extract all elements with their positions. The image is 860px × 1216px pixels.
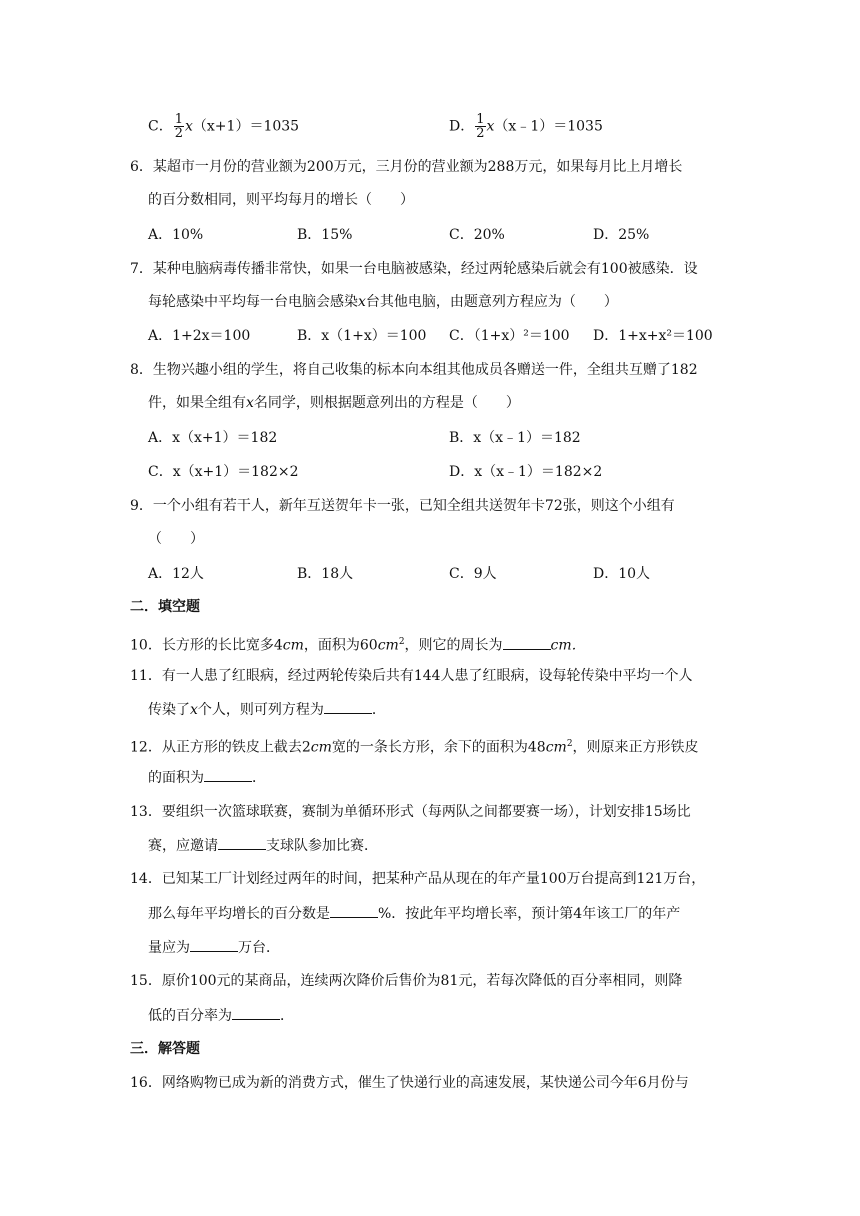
q13-line1: 13．要组织一次篮球联赛，赛制为单循环形式（每两队之间都要赛一场），计划安排15场比	[130, 804, 691, 820]
q6-option-b: B．15%	[297, 227, 353, 243]
q8-line1: 8．生物兴趣小组的学生，将自己收集的标本向本组其他成员各赠送一件，全组共互赠了182	[130, 362, 698, 378]
q8-option-b: B．x（x﹣1）＝182	[449, 430, 581, 446]
q8-option-c: C．x（x+1）＝182×2	[148, 464, 299, 480]
q9-line1: 9．一个小组有若干人，新年互送贺年卡一张，已知全组共送贺年卡72张，则这个小组有	[130, 498, 675, 514]
q16-line1: 16．网络购物已成为新的消费方式，催生了快递行业的高速发展，某快递公司今年6月份与	[130, 1075, 689, 1091]
fraction: $\frac{1}{2}$	[476, 112, 485, 141]
q11-line1: 11．有一人患了红眼病，经过两轮传染后共有144人患了红眼病，设每轮传染中平均一个人	[130, 668, 693, 684]
answer-blank	[503, 635, 551, 650]
answer-blank	[330, 903, 378, 918]
q12-line2: 的面积为 ．	[148, 767, 266, 788]
section-heading-fill-in: 二．填空题	[130, 599, 200, 615]
q9-option-a: A．12人	[148, 566, 204, 582]
q9-option-b: B．18人	[297, 566, 354, 582]
q6-line1: 6．某超市一月份的营业额为200万元，三月份的营业额为288万元，如果每月比上月增长	[130, 159, 683, 175]
q6-option-a: A．10%	[148, 227, 204, 243]
answer-blank	[324, 699, 372, 714]
q11-line2: 传染了x个人，则可列方程为 ．	[148, 699, 386, 720]
section-heading-solve: 三．解答题	[130, 1041, 200, 1057]
q6-line2: 的百分数相同，则平均每月的增长（ ）	[148, 192, 414, 208]
q7-option-b: B．x（1+x）＝100	[297, 328, 427, 344]
q6-option-c: C．20%	[449, 227, 505, 243]
q10: 10．长方形的长比宽多4cm，面积为$60cm^2$，则它的周长为 cm．	[130, 632, 586, 656]
q9-line2: （ ）	[148, 531, 204, 547]
q8-line2: 件，如果全组有x名同学，则根据题意列出的方程是（ ）	[148, 395, 520, 411]
q7-option-d: D．1+x+x²＝100	[593, 328, 713, 344]
q12-line1: 12．从正方形的铁皮上截去2cm宽的一条长方形，余下的面积为$48cm^2$，则原来正方形铁皮	[130, 739, 699, 756]
q5-option-d: D． $\frac{1}{2}$ x（x﹣1）＝1035	[449, 112, 603, 141]
q5-option-c: C． $\frac{1}{2}$ x（x+1）＝1035	[148, 112, 300, 141]
q9-option-c: C．9人	[449, 566, 497, 582]
q7-option-c: C．（1+x）²＝100	[449, 328, 570, 344]
q8-option-d: D．x（x﹣1）＝182×2	[449, 464, 603, 480]
q13-line2: 赛，应邀请 支球队参加比赛．	[148, 835, 378, 856]
q14-line3: 量应为 万台．	[148, 937, 280, 958]
q7-option-a: A．1+2x＝100	[148, 328, 251, 344]
q15-line2: 低的百分率为 ．	[148, 1005, 294, 1026]
answer-blank	[190, 937, 238, 952]
answer-blank	[204, 767, 252, 782]
answer-blank	[232, 1005, 280, 1020]
answer-blank	[218, 835, 266, 850]
q7-line1: 7．某种电脑病毒传播非常快，如果一台电脑被感染，经过两轮感染后就会有100被感染．设	[130, 261, 698, 277]
q15-line1: 15．原价100元的某商品，连续两次降价后售价为81元，若每次降低的百分率相同，则降	[130, 973, 683, 989]
fraction: $\frac{1}{2}$	[174, 112, 183, 141]
q9-option-d: D．10人	[593, 566, 651, 582]
q14-line1: 14．已知某工厂计划经过两年的时间，把某种产品从现在的年产量100万台提高到121万台，	[130, 871, 706, 887]
q6-option-d: D．25%	[593, 227, 650, 243]
q14-line2: 那么每年平均增长的百分数是 %．按此年平均增长率，预计第4年该工厂的年产	[148, 903, 680, 924]
q8-option-a: A．x（x+1）＝182	[148, 430, 278, 446]
q7-line2: 每轮感染中平均每一台电脑会感染x台其他电脑，由题意列方程应为（ ）	[148, 294, 618, 310]
